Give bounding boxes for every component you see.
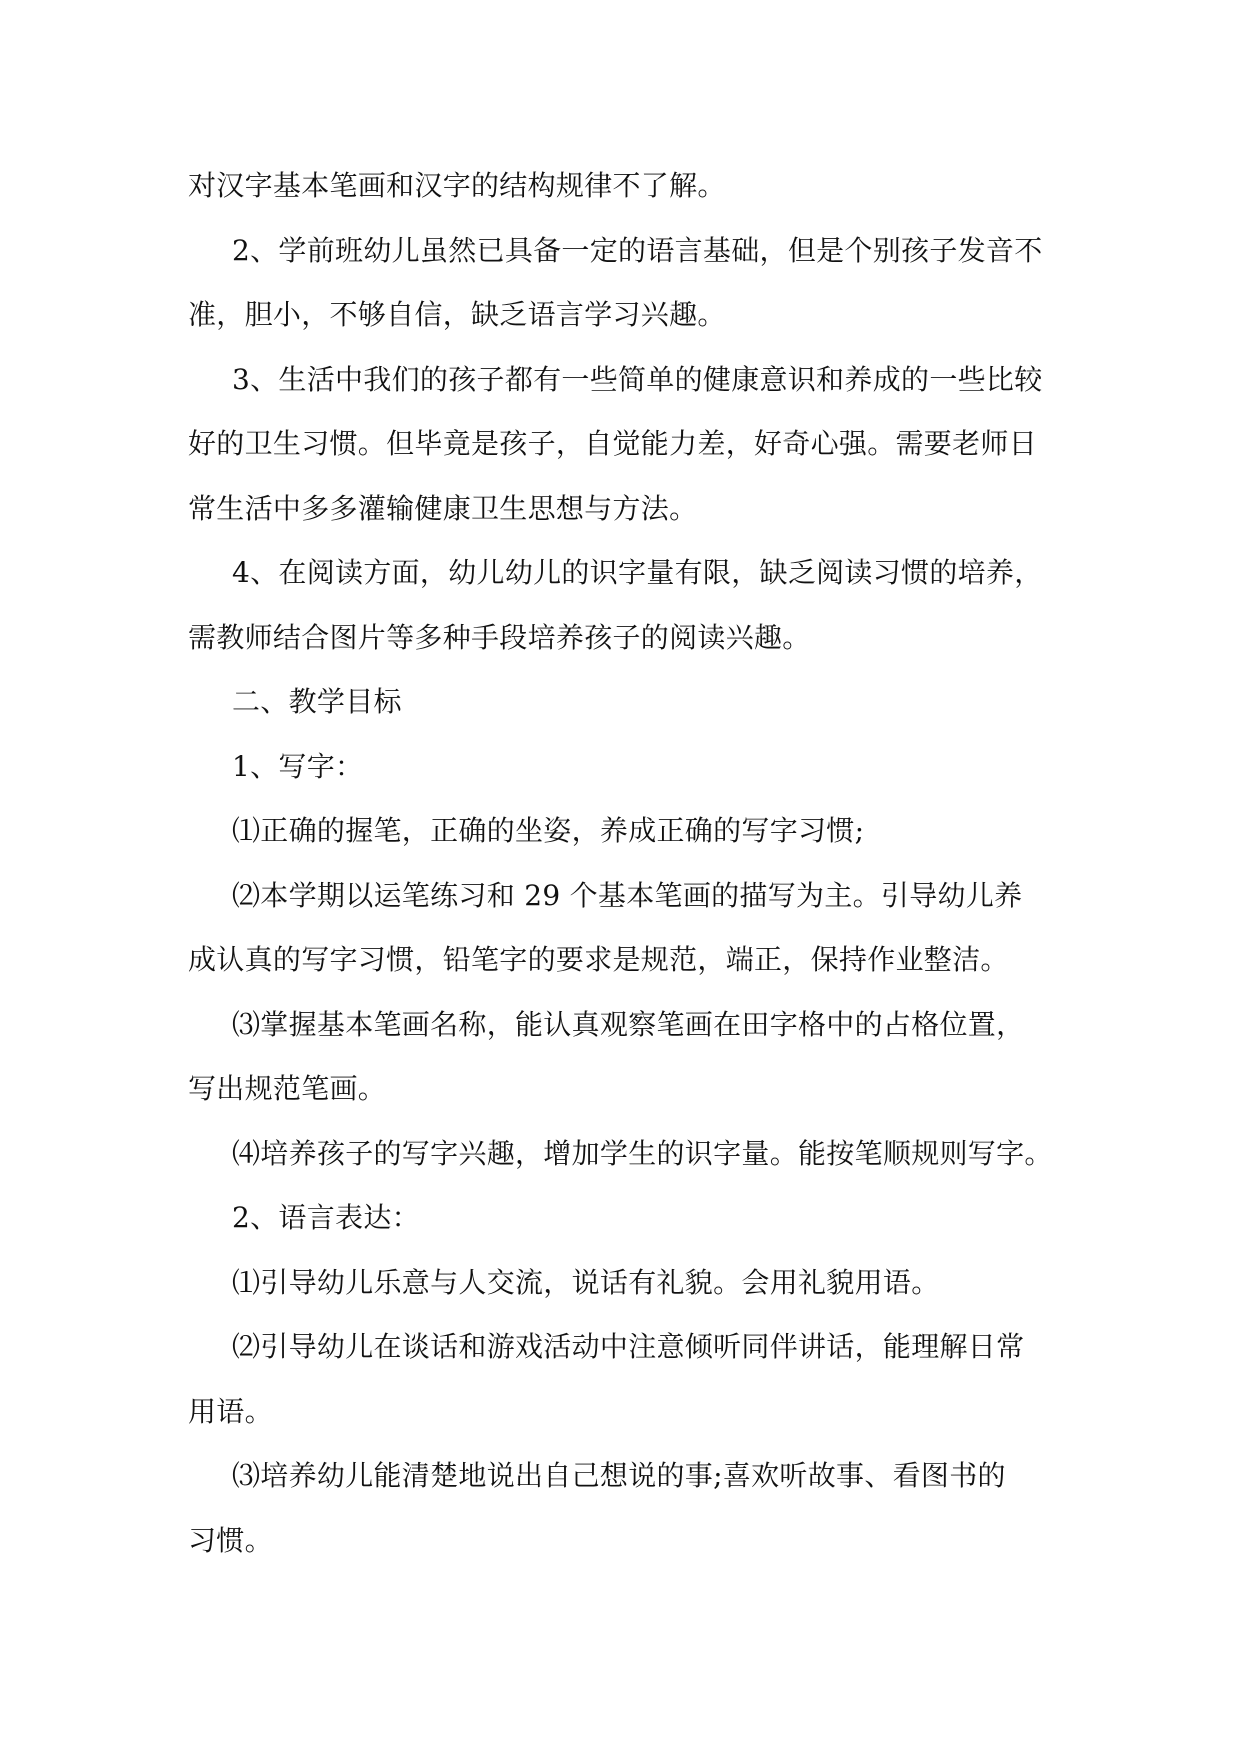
text-line: 对汉字基本笔画和汉字的结构规律不了解。 (188, 169, 726, 202)
subsection-heading: 2、语言表达： (232, 1201, 420, 1234)
text-line: ⑴正确的握笔，正确的坐姿，养成正确的写字习惯; (232, 814, 865, 847)
text-line: 2、学前班幼儿虽然已具备一定的语言基础，但是个别孩子发音不 (232, 233, 1043, 267)
text-line: ⑵引导幼儿在谈话和游戏活动中注意倾听同伴讲话，能理解日常 (232, 1330, 1025, 1363)
text-line: 需教师结合图片等多种手段培养孩子的阅读兴趣。 (188, 620, 811, 654)
text-line: 成认真的写字习惯，铅笔字的要求是规范，端正，保持作业整洁。 (188, 943, 1009, 976)
text-line: ⑶掌握基本笔画名称，能认真观察笔画在田字格中的占格位置， (232, 1007, 1025, 1041)
text-line: 常生活中多多灌输健康卫生思想与方法。 (188, 491, 698, 525)
text-line: ⑴引导幼儿乐意与人交流，说话有礼貌。会用礼貌用语。 (232, 1265, 940, 1299)
text-line: 用语。 (188, 1394, 273, 1428)
text-line: 3、生活中我们的孩子都有一些简单的健康意识和养成的一些比较 (232, 362, 1043, 396)
text-line: ⑵本学期以运笔练习和 29 个基本笔画的描写为主。引导幼儿养 (232, 878, 1023, 912)
text-line: 写出规范笔画。 (188, 1072, 387, 1105)
text-line: 好的卫生习惯。但毕竟是孩子，自觉能力差，好奇心强。需要老师日 (188, 427, 1038, 460)
section-heading: 二、教学目标 (232, 685, 402, 718)
text-line: ⑷培养孩子的写字兴趣，增加学生的识字量。能按笔顺规则写字。 (232, 1136, 1053, 1170)
text-line: 准，胆小，不够自信，缺乏语言学习兴趣。 (188, 298, 726, 331)
text-line: ⑶培养幼儿能清楚地说出自己想说的事;喜欢听故事、看图书的 (232, 1459, 1006, 1492)
text-line: 4、在阅读方面，幼儿幼儿的识字量有限，缺乏阅读习惯的培养， (232, 556, 1043, 589)
subsection-heading: 1、写字： (232, 749, 364, 783)
text-line: 习惯。 (188, 1523, 273, 1557)
document-body (188, 154, 1068, 1573)
